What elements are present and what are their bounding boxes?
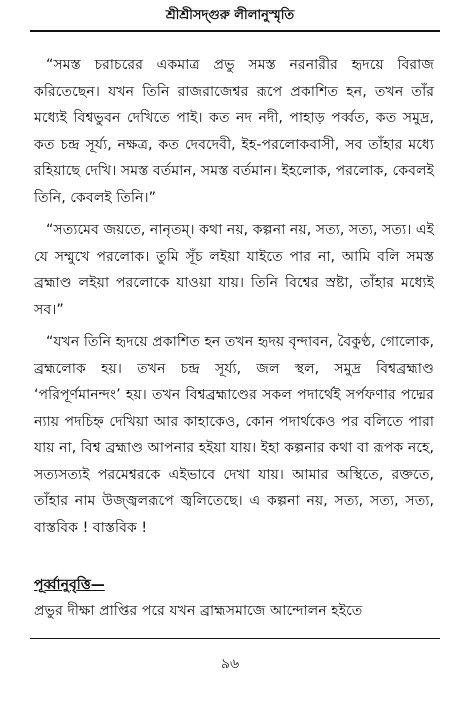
body-text (34, 52, 434, 541)
paragraph-2: “সত্যমেব জয়তে, নানৃতম্। কথা নয়, কল্পনা নয়, সত্য, সত্য, সত্য। এই যে সম্মুখে পরলোক। তুমি সূঁচ লইয়া যাইতে পার না, আমি বলি সমস্ত ব্রহ্মাণ্ড লইয়া পরলোকে যাওয়া যায়। তিনি বিশ্বের স্রষ্টা, তাঁহার মধ্যেই সব।” (34, 222, 434, 318)
continuation-line: প্রভুর দীক্ষা প্রাপ্তির পরে যখন ব্রাহ্মসমাজে আন্দোলন হইতে (34, 603, 363, 619)
footer-rule (30, 638, 440, 639)
paragraph-1: “সমস্ত চরাচরের একমাত্র প্রভু সমস্ত নরনারীর হৃদয়ে বিরাজ করিতেছেন। যখন তিনি রাজরাজেশ্বর রূপে প্রকাশিত হন, তখন তাঁর মধ্যেই বিশ্বভুবন দেখিতে পাই। কত নদ নদী, পাহাড় পর্ব্বত, কত সমুদ্র, কত চন্দ্র সূর্য্য, নক্ষত্র, কত দেবদেবী, ইহ-পরলোকবাসী, সব তাঁহার মধ্যে রহিয়াছে দেখি। সমস্ত বর্তমান, সমস্ত বর্তমান। ইহলোক, পরলোক, কেবলই তিনি, কেবলই তিনি।” (34, 57, 434, 206)
section-heading: পূর্ব্বানুবৃত্তি— (34, 577, 105, 593)
paragraph-3: “যখন তিনি হৃদয়ে প্রকাশিত হন তখন হৃদয় বৃন্দাবন, বৈকুণ্ঠ, গোলোক, ব্রহ্মলোক হয়। তখন চন্দ্র সূর্য্য, জল স্থল, সমুদ্র বিশ্বব্রহ্মাণ্ড ‘পরিপূর্ণমানন্দং’ হয়। তখন বিশ্বব্রহ্মাণ্ডের সকল পদার্থেই সর্পফণার পদ্মের ন্যায় পদচিহ্ন দেখিয়া আর কাহাকেও, কোন পদার্থকেও পর বলিতে পারা যায় না, বিশ্ব ব্রহ্মাণ্ড আপনার হইয়া যায়। ইহা কল্পনার কথা বা রূপক নহে, সত্যসত্যই পরমেশ্বরকে এইভাবে দেখা যায়। আমার অস্থিতে, রক্ততে, তাঁহার নাম উজ্জ্বলরূপে জ্বলিতেছে। এ কল্পনা নয়, সত্য, সত্য, সত্য, বাস্তবিক ! বাস্তবিক ! (34, 334, 434, 536)
header-rule (30, 30, 440, 32)
page-number: ৯৬ (220, 656, 240, 672)
running-header: শ্রীশ্রীসদ্গুরু লীলানুস্মৃতি (165, 8, 295, 23)
